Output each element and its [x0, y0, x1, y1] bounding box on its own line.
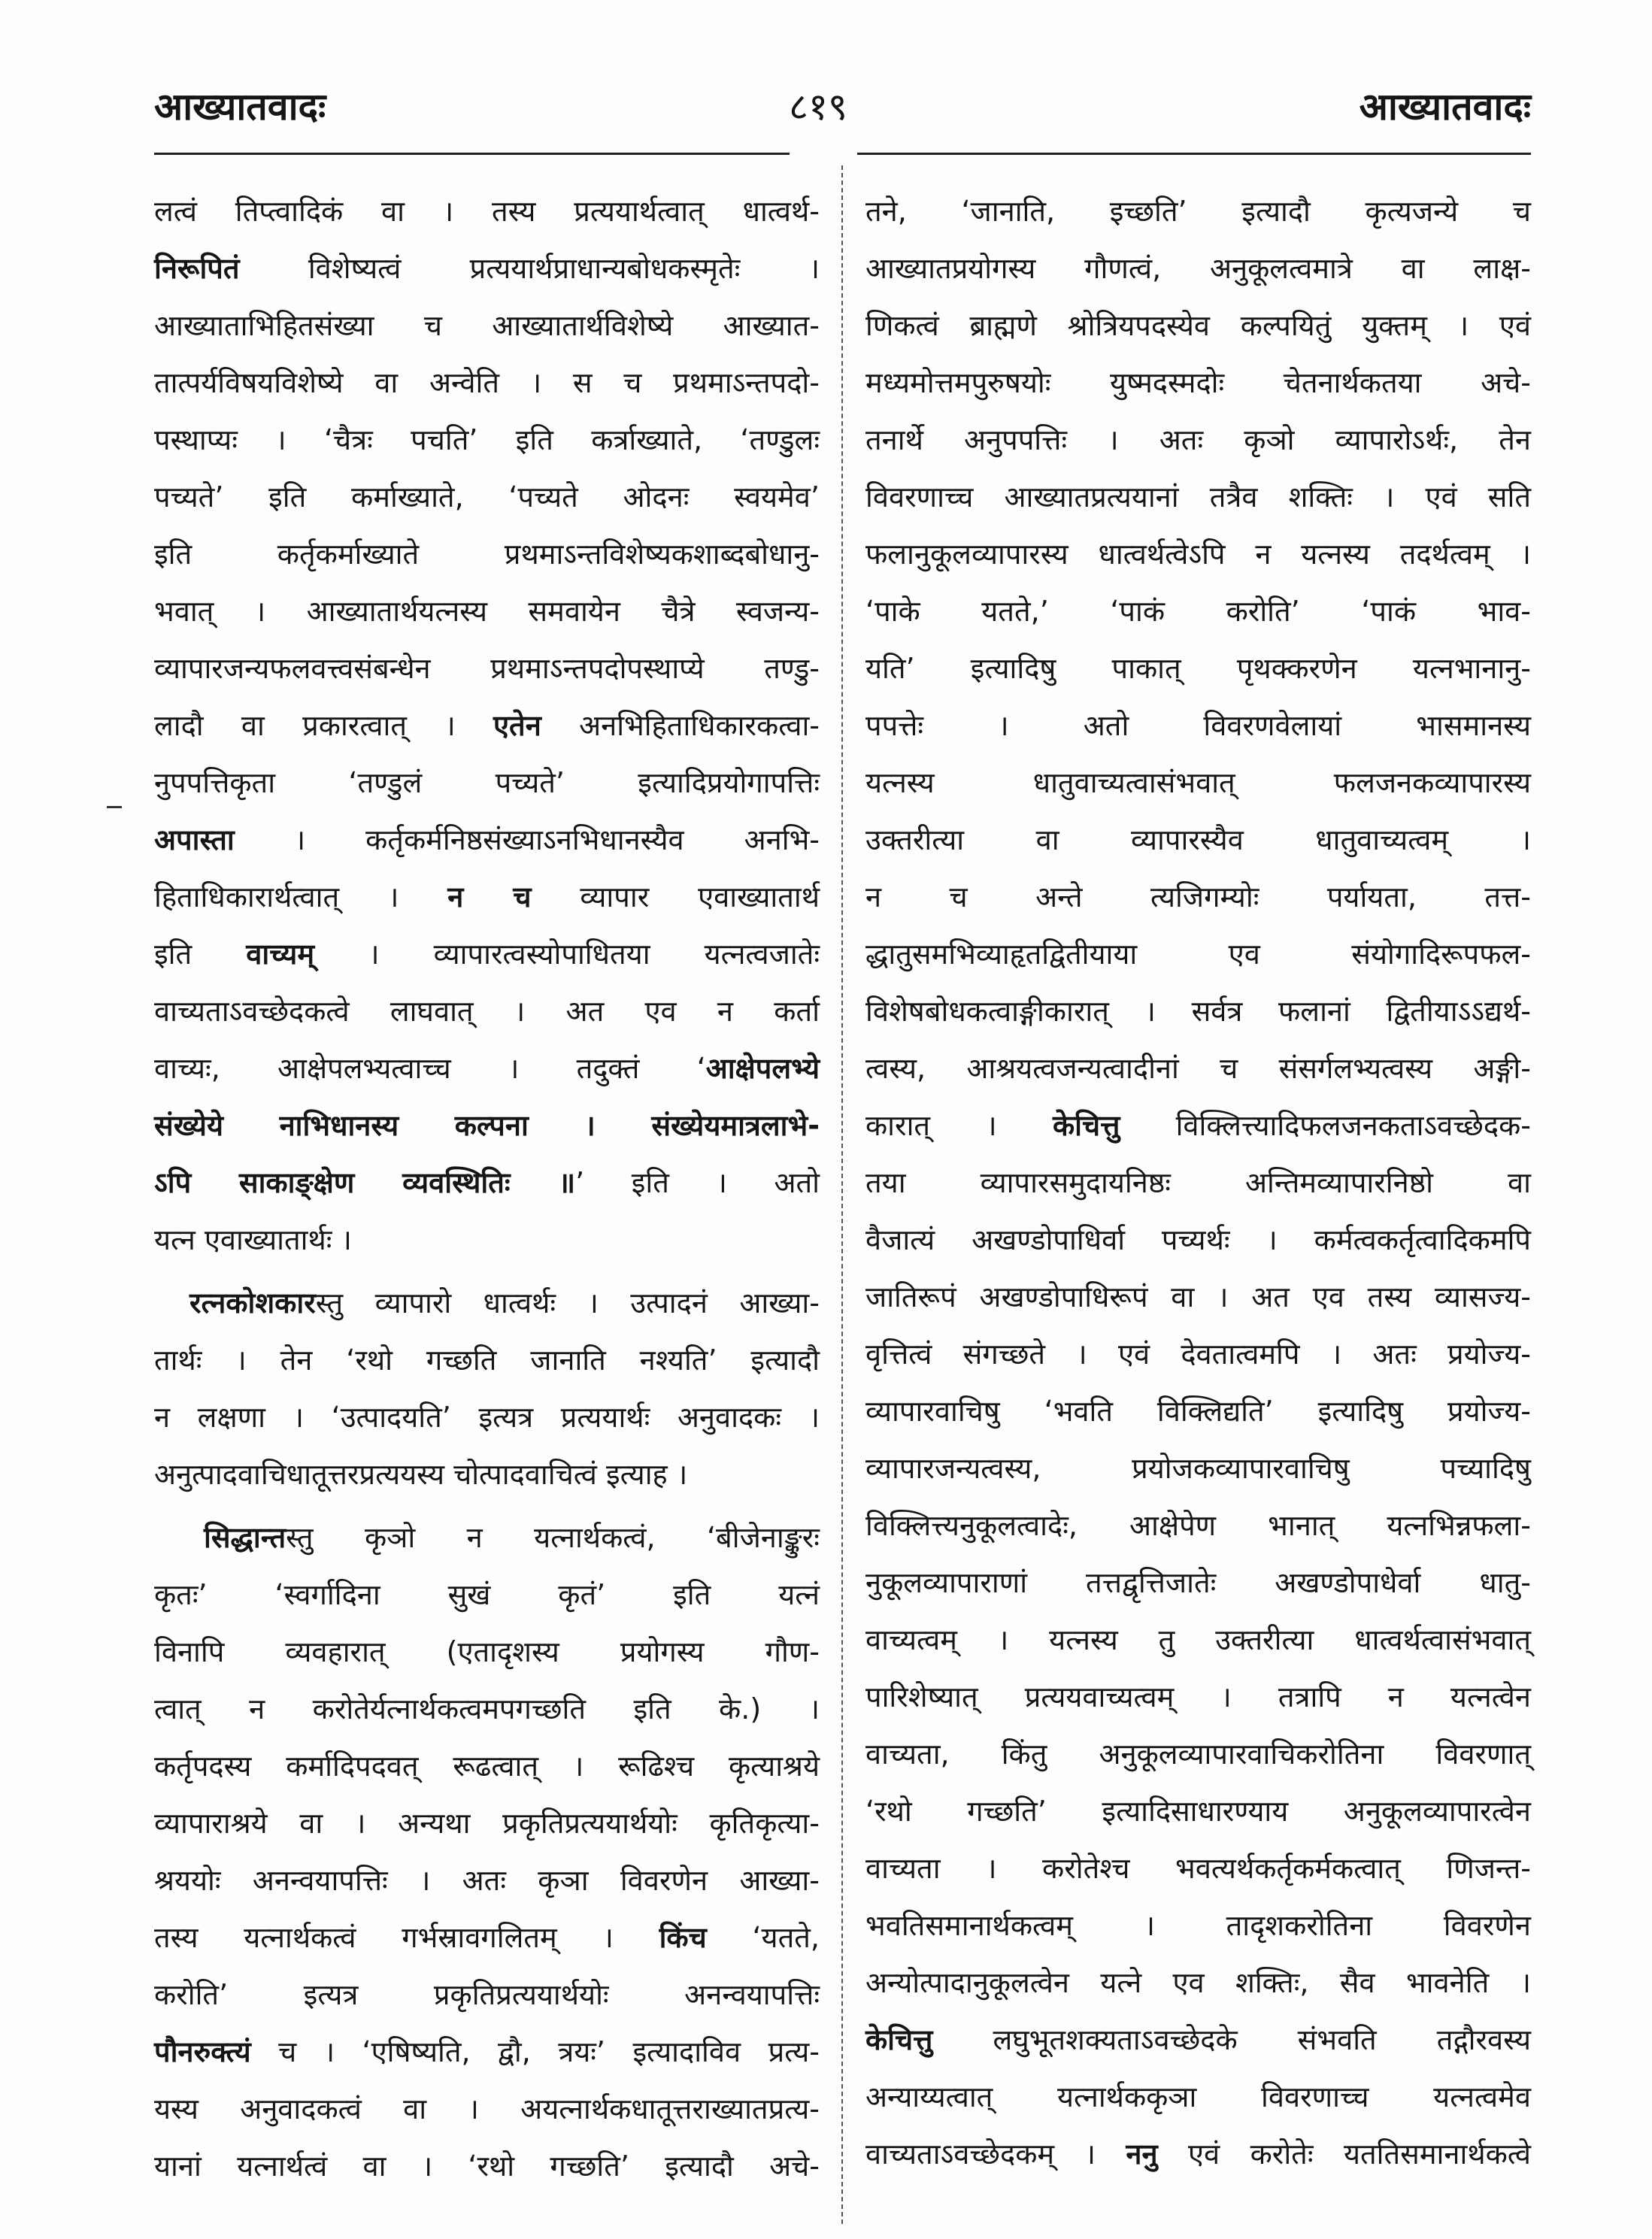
text-run: भवात् । आख्यातार्थयत्नस्य समवायेन चैत्रे स्वजन्य-	[154, 595, 820, 628]
text-line	[865, 1154, 1531, 1211]
text-run: च । ‘एषिष्यति, द्वौ, त्रयः’ इत्यादाविव प्रत्य-	[250, 2035, 820, 2068]
line-text	[154, 1966, 820, 2023]
text-line	[865, 754, 1531, 811]
line-text	[865, 297, 1531, 354]
text-run: यति’ इत्यादिषु पाकात् पृथक्करणेन यत्नभानानु-	[865, 652, 1531, 685]
line-text	[865, 1154, 1531, 1211]
line-text	[154, 1389, 820, 1446]
line-text	[865, 1554, 1531, 1611]
line-text	[154, 468, 820, 526]
text-run: मध्यमोत्तमपुरुषयोः युष्मदस्मदोः चेतनार्थकतया अचे-	[865, 366, 1531, 399]
text-line	[865, 1040, 1531, 1097]
bold-text-run: पौनरुक्त्यं	[154, 2035, 251, 2068]
text-run: कारात् ।	[865, 1109, 1053, 1142]
text-line	[865, 1497, 1531, 1554]
text-run: यस्य अनुवादकत्वं वा । अयत्नार्थकधातूत्तराख्यातप्रत्य-	[154, 2092, 820, 2125]
text-run: आख्याताभिहितसंख्या च आख्यातार्थविशेष्ये आख्यात-	[154, 309, 820, 342]
text-line	[154, 354, 820, 411]
text-run: । व्यापारत्वस्योपाधितया यत्नत्वजातेः	[314, 938, 820, 971]
text-line	[865, 1097, 1531, 1154]
text-run: विनापि व्यवहारात् (एतादृशस्य प्रयोगस्य गौण-	[154, 1635, 820, 1668]
line-text	[154, 1566, 820, 1623]
bold-text-run: अपास्ता	[154, 823, 235, 856]
text-run: व्यापारजन्यत्वस्य, प्रयोजकव्यापारवाचिषु पच्यादिषु	[865, 1452, 1531, 1485]
text-line	[154, 1738, 820, 1795]
bold-text-run: केचित्तु	[1052, 1109, 1120, 1142]
text-line	[865, 297, 1531, 354]
text-run: पस्थाप्यः । ‘चैत्रः पचति’ इति कर्त्राख्याते, ‘तण्डुलः	[154, 423, 820, 456]
line-text	[154, 1909, 820, 1966]
text-run: ‘रथो गच्छति’ इत्यादिसाधारण्याय अनुकूलव्यापारत्वेन	[865, 1795, 1531, 1828]
line-text	[154, 411, 820, 468]
bold-text-run: रत्नकोशकार	[189, 1286, 316, 1319]
text-line	[154, 811, 820, 868]
bold-text-run: किंच	[659, 1921, 707, 1954]
text-line	[154, 411, 820, 468]
text-run: तने, ‘जानाति, इच्छति’ इत्यादौ कृत्यजन्ये च	[865, 195, 1531, 228]
text-run: पपत्तेः । अतो विवरणवेलायां भासमानस्य	[865, 709, 1531, 742]
text-line	[865, 1383, 1531, 1440]
line-text	[865, 411, 1531, 468]
text-run: त्वात् न करोतेर्यत्नार्थकत्वमपगच्छति इति के.) ।	[154, 1692, 820, 1725]
line-text	[865, 1383, 1531, 1440]
text-run: यानां यत्नार्थत्वं वा । ‘रथो गच्छति’ इत्यादौ अचे-	[154, 2150, 820, 2183]
text-line	[865, 1326, 1531, 1383]
bold-text-run: ऽपि साकाङ्क्षेण व्यवस्थितिः ॥	[154, 1166, 576, 1199]
text-line	[865, 354, 1531, 411]
text-run: यत्नस्य धातुवाच्यत्वासंभवात् फलजनकव्यापारस्य	[865, 766, 1531, 799]
text-run: न च अन्ते त्यजिगम्योः पर्यायता, तत्त-	[865, 880, 1531, 913]
text-line	[865, 1554, 1531, 1611]
text-run: विक्लित्त्यनुकूलत्वादेः, आक्षेपेण भानात् यत्नभिन्नफला-	[865, 1509, 1531, 1542]
text-line	[865, 240, 1531, 297]
text-run: वाच्यताऽवच्छेदकम् ।	[865, 2138, 1126, 2171]
bold-text-run: ननु	[1126, 2138, 1158, 2171]
line-text	[865, 1211, 1531, 1268]
line-text	[865, 1668, 1531, 1725]
text-run: वाच्यता, किंतु अनुकूलव्यापारवाचिकरोतिना विवरणात्	[865, 1738, 1531, 1771]
text-line	[865, 1668, 1531, 1725]
text-line	[865, 1954, 1531, 2011]
paragraph	[154, 183, 820, 1268]
line-text	[154, 926, 820, 983]
text-line	[154, 240, 820, 297]
text-line	[865, 1611, 1531, 1668]
text-line	[865, 983, 1531, 1040]
line-text	[865, 2011, 1531, 2068]
text-run: पच्यते’ इति कर्माख्याते, ‘पच्यते ओदनः स्वयमेव’	[154, 480, 820, 514]
line-text	[154, 1623, 820, 1680]
line-text	[865, 754, 1531, 811]
text-run: कृतः’ ‘स्वर्गादिना सुखं कृतं’ इति यत्नं	[154, 1578, 820, 1611]
running-head-left: आख्यातवादः	[154, 85, 326, 129]
line-text	[154, 1738, 820, 1795]
text-line	[154, 1446, 820, 1503]
line-text	[154, 583, 820, 640]
line-text	[865, 1611, 1531, 1668]
right-column	[865, 183, 1531, 2183]
line-text	[865, 526, 1531, 583]
text-line	[154, 1274, 820, 1332]
line-text	[865, 1725, 1531, 1783]
text-run: । कर्तृकर्मनिष्ठसंख्याऽनभिधानस्यैव अनभि-	[234, 823, 820, 856]
text-run: वाच्यः, आक्षेपलभ्यत्वाच्च । तदुक्तं ‘	[154, 1052, 706, 1085]
line-text	[865, 240, 1531, 297]
text-line	[154, 1795, 820, 1852]
text-line	[865, 1783, 1531, 1840]
text-run: लघुभूतशक्यताऽवच्छेदके संभवति तद्गौरवस्य	[932, 2023, 1531, 2056]
text-run: ‘पाके यतते,’ ‘पाकं करोति’ ‘पाकं भाव-	[865, 595, 1531, 628]
text-run: तार्थः । तेन ‘रथो गच्छति जानाति नश्यति’ इत्यादौ	[154, 1344, 820, 1377]
line-text	[154, 868, 820, 926]
text-line	[865, 2125, 1531, 2183]
text-line	[154, 1623, 820, 1680]
text-line	[865, 811, 1531, 868]
text-line	[154, 983, 820, 1040]
text-run: विक्लित्त्यादिफलजनकताऽवच्छेदक-	[1120, 1109, 1531, 1142]
text-line	[865, 1440, 1531, 1497]
line-text	[154, 811, 820, 868]
line-text	[865, 1326, 1531, 1383]
text-line	[154, 640, 820, 697]
text-line	[154, 297, 820, 354]
text-line	[865, 1897, 1531, 1954]
text-line	[154, 1332, 820, 1389]
text-line	[865, 1840, 1531, 1897]
text-line	[154, 1566, 820, 1623]
line-text	[865, 354, 1531, 411]
text-line	[154, 868, 820, 926]
text-run: स्तु कृञो न यत्नार्थकत्वं, ‘बीजेनाङ्कुरः	[286, 1521, 820, 1554]
paragraph	[865, 183, 1531, 2183]
text-line	[154, 1680, 820, 1738]
text-run: एवं करोतेः यततिसमानार्थकत्वे	[1157, 2138, 1531, 2171]
page-number: ८१९	[789, 85, 847, 129]
text-run: ‘यतते,	[706, 1921, 820, 1954]
line-text	[865, 983, 1531, 1040]
line-text	[154, 526, 820, 583]
line-text	[189, 1274, 820, 1332]
line-text	[154, 1097, 820, 1154]
line-text	[154, 1795, 820, 1852]
paragraph	[154, 1509, 820, 2195]
text-run: यत्न एवाख्यातार्थः ।	[154, 1223, 352, 1256]
text-line	[154, 468, 820, 526]
text-run: व्यापारवाचिषु ‘भवति विक्लिद्यति’ इत्यादिषु प्रयोज्य-	[865, 1395, 1531, 1428]
bold-text-run: सिद्धान्त	[204, 1521, 286, 1554]
line-text	[865, 1268, 1531, 1326]
line-text	[154, 297, 820, 354]
line-text	[154, 354, 820, 411]
line-text	[865, 1097, 1531, 1154]
text-run: वृत्तित्वं संगच्छते । एवं देवतात्वमपि । अतः प्रयोज्य-	[865, 1338, 1531, 1371]
text-line	[865, 1725, 1531, 1783]
left-column	[154, 183, 820, 2195]
line-text	[154, 183, 820, 240]
line-text	[865, 1783, 1531, 1840]
line-text	[865, 583, 1531, 640]
text-line	[865, 411, 1531, 468]
line-text	[865, 1040, 1531, 1097]
text-run: वाच्यता । करोतेश्च भवत्यर्थकर्तृकर्मकत्वात् णिजन्त-	[865, 1852, 1531, 1885]
text-line	[154, 1509, 820, 1566]
line-text	[865, 640, 1531, 697]
line-text	[865, 183, 1531, 240]
text-line	[865, 868, 1531, 926]
text-line	[154, 1097, 820, 1154]
text-run: अनुत्पादवाचिधातूत्तरप्रत्ययस्य चोत्पादवाचित्वं इत्याह ।	[154, 1458, 688, 1491]
text-run: त्वस्य, आश्रयत्वजन्यत्वादीनां च संसर्गलभ्यत्वस्य अङ्गी-	[865, 1052, 1531, 1085]
text-run: अन्योत्पादानुकूलत्वेन यत्ने एव शक्तिः, सैव भावनेति ।	[865, 1966, 1531, 1999]
text-run: नुपपत्तिकृता ‘तण्डुलं पच्यते’ इत्यादिप्रयोगापत्तिः	[154, 766, 820, 799]
text-line	[154, 754, 820, 811]
text-line	[154, 526, 820, 583]
text-run: श्रययोः अनन्वयापत्तिः । अतः कृञा विवरणेन आख्या-	[154, 1864, 820, 1897]
text-run: विशेष्यत्वं प्रत्ययार्थप्राधान्यबोधकस्मृतेः ।	[239, 252, 820, 285]
line-text	[154, 2080, 820, 2138]
text-line	[154, 697, 820, 754]
text-run: व्यापारजन्यफलवत्त्वसंबन्धेन प्रथमाऽन्तपदोपस्थाप्ये तण्डु-	[154, 652, 820, 685]
bold-text-run: आक्षेपलभ्ये	[705, 1052, 820, 1085]
text-line	[865, 1211, 1531, 1268]
text-run: नुकूलव्यापाराणां तत्तद्वृत्तिजातेः अखण्डोपाधेर्वा धातु-	[865, 1566, 1531, 1599]
line-text	[865, 1497, 1531, 1554]
text-run: लत्वं तिप्त्वादिकं वा । तस्य प्रत्ययार्थत्वात् धात्वर्थ-	[154, 195, 820, 228]
line-text	[865, 697, 1531, 754]
text-line	[865, 583, 1531, 640]
line-text	[865, 1840, 1531, 1897]
text-line	[154, 583, 820, 640]
line-text	[865, 1440, 1531, 1497]
bold-text-run: निरूपितं	[154, 252, 240, 285]
text-run: तात्पर्यविषयविशेष्ये वा अन्वेति । स च प्रथमाऽन्तपदो-	[154, 366, 820, 399]
text-run: लादौ वा प्रकारत्वात् ।	[154, 709, 494, 742]
line-text	[865, 2068, 1531, 2125]
bold-text-run: संख्येये नाभिधानस्य कल्पना । संख्येयमात्रलाभे-	[154, 1109, 820, 1142]
line-text	[865, 468, 1531, 526]
line-text	[865, 1897, 1531, 1954]
line-text	[154, 754, 820, 811]
text-line	[154, 1852, 820, 1909]
text-run: जातिरूपं अखण्डोपाधिरूपं वा । अत एव तस्य व्यासज्य-	[865, 1280, 1531, 1313]
running-head-right: आख्यातवादः	[1359, 85, 1531, 129]
text-line	[865, 183, 1531, 240]
text-run: णिकत्वं ब्राह्मणे श्रोत्रियपदस्येव कल्पयितुं युक्तम् । एवं	[865, 309, 1531, 342]
text-line	[865, 697, 1531, 754]
line-text	[154, 1154, 820, 1211]
bold-text-run: वाच्यम्	[246, 938, 315, 971]
text-line	[154, 2080, 820, 2138]
text-run: द्धातुसमभिव्याहृतद्वितीयाया एव संयोगादिरूपफल-	[865, 938, 1531, 971]
text-line	[154, 1966, 820, 2023]
text-run: अन्याय्यत्वात् यत्नार्थककृञा विवरणाच्च यत्नत्वमेव	[865, 2080, 1531, 2113]
text-run: वाच्यताऽवच्छेदकत्वे लाघवात् । अत एव न कर्ता	[154, 995, 820, 1028]
text-line	[865, 2011, 1531, 2068]
header-rule	[154, 153, 790, 155]
line-text	[154, 640, 820, 697]
column-divider	[841, 165, 843, 2224]
text-line	[154, 1211, 820, 1268]
line-text	[154, 1332, 820, 1389]
line-text	[154, 2138, 820, 2195]
text-run: करोति’ इत्यत्र प्रकृतिप्रत्ययार्थयोः अनन्वयापत्तिः	[154, 1978, 820, 2011]
text-line	[154, 1154, 820, 1211]
text-run: विशेषबोधकत्वाङ्गीकारात् । सर्वत्र फलानां द्वितीयाऽऽद्यर्थ-	[865, 995, 1531, 1028]
text-run: तस्य यत्नार्थकत्वं गर्भस्रावगलितम् ।	[154, 1921, 659, 1954]
text-run: उक्तरीत्या वा व्यापारस्यैव धातुवाच्यत्वम् ।	[865, 823, 1531, 856]
text-run: विवरणाच्च आख्यातप्रत्ययानां तत्रैव शक्तिः । एवं सति	[865, 480, 1531, 514]
text-line	[154, 2023, 820, 2080]
bold-text-run: न च	[447, 880, 532, 913]
line-text	[865, 926, 1531, 983]
text-line	[865, 1268, 1531, 1326]
text-run: तनार्थे अनुपपत्तिः । अतः कृञो व्यापारोऽर्थः, तेन	[865, 423, 1531, 456]
header-rule	[857, 153, 1531, 155]
text-run: वैजात्यं अखण्डोपाधिर्वा पच्यर्थः । कर्मत्वकर्तृत्वादिकमपि	[865, 1223, 1531, 1256]
text-line	[154, 1389, 820, 1446]
text-line	[154, 926, 820, 983]
text-run: व्यापार एवाख्यातार्थ	[531, 880, 820, 913]
text-run: वाच्यत्वम् । यत्नस्य तु उक्तरीत्या धात्वर्थत्वासंभवात्	[865, 1623, 1531, 1656]
line-text	[865, 1954, 1531, 2011]
text-line	[154, 1909, 820, 1966]
line-text	[154, 2023, 820, 2080]
line-text	[154, 697, 820, 754]
text-run: ’ इति । अतो	[575, 1166, 820, 1199]
text-run: हिताधिकारार्थत्वात् ।	[154, 880, 448, 913]
text-line	[154, 183, 820, 240]
line-text	[154, 1211, 352, 1268]
text-run: आख्यातप्रयोगस्य गौणत्वं, अनुकूलत्वमात्रे वा लाक्ष-	[865, 252, 1531, 285]
paragraph	[154, 1274, 820, 1503]
text-line	[865, 926, 1531, 983]
text-run: भवतिसमानार्थकत्वम् । तादृशकरोतिना विवरणेन	[865, 1909, 1531, 1942]
text-run: इति	[154, 938, 247, 971]
text-line	[865, 526, 1531, 583]
text-run: इति कर्तृकर्माख्याते प्रथमाऽन्तविशेष्यकशाब्दबोधानु-	[154, 538, 820, 571]
text-run: न लक्षणा । ‘उत्पादयति’ इत्यत्र प्रत्ययार्थः अनुवादकः ।	[154, 1401, 820, 1434]
text-line	[865, 2068, 1531, 2125]
line-text	[865, 868, 1531, 926]
line-text	[865, 2125, 1531, 2183]
text-run: पारिशेष्यात् प्रत्ययवाच्यत्वम् । तत्रापि न यत्नत्वेन	[865, 1680, 1531, 1713]
bold-text-run: केचित्तु	[865, 2023, 933, 2056]
line-text	[865, 811, 1531, 868]
line-text	[204, 1509, 820, 1566]
text-run: कर्तृपदस्य कर्मादिपदवत् रूढत्वात् । रूढिश्च कृत्याश्रये	[154, 1750, 820, 1783]
text-line	[865, 468, 1531, 526]
line-text	[154, 1852, 820, 1909]
margin-mark	[107, 806, 122, 808]
bold-text-run: एतेन	[493, 709, 541, 742]
text-line	[154, 1040, 820, 1097]
line-text	[154, 983, 820, 1040]
text-run: स्तु व्यापारो धात्वर्थः । उत्पादनं आख्या-	[315, 1286, 820, 1319]
text-line	[865, 640, 1531, 697]
text-run: व्यापाराश्रये वा । अन्यथा प्रकृतिप्रत्ययार्थयोः कृतिकृत्या-	[154, 1807, 820, 1840]
line-text	[154, 1680, 820, 1738]
line-text	[154, 1446, 687, 1503]
text-line	[154, 2138, 820, 2195]
line-text	[154, 1040, 820, 1097]
line-text	[154, 240, 820, 297]
text-run: फलानुकूलव्यापारस्य धात्वर्थत्वेऽपि न यत्नस्य तदर्थत्वम् ।	[865, 538, 1531, 571]
text-run: तया व्यापारसमुदायनिष्ठः अन्तिमव्यापारनिष्ठो वा	[865, 1166, 1531, 1199]
text-run: अनभिहिताधिकारकत्वा-	[541, 709, 820, 742]
